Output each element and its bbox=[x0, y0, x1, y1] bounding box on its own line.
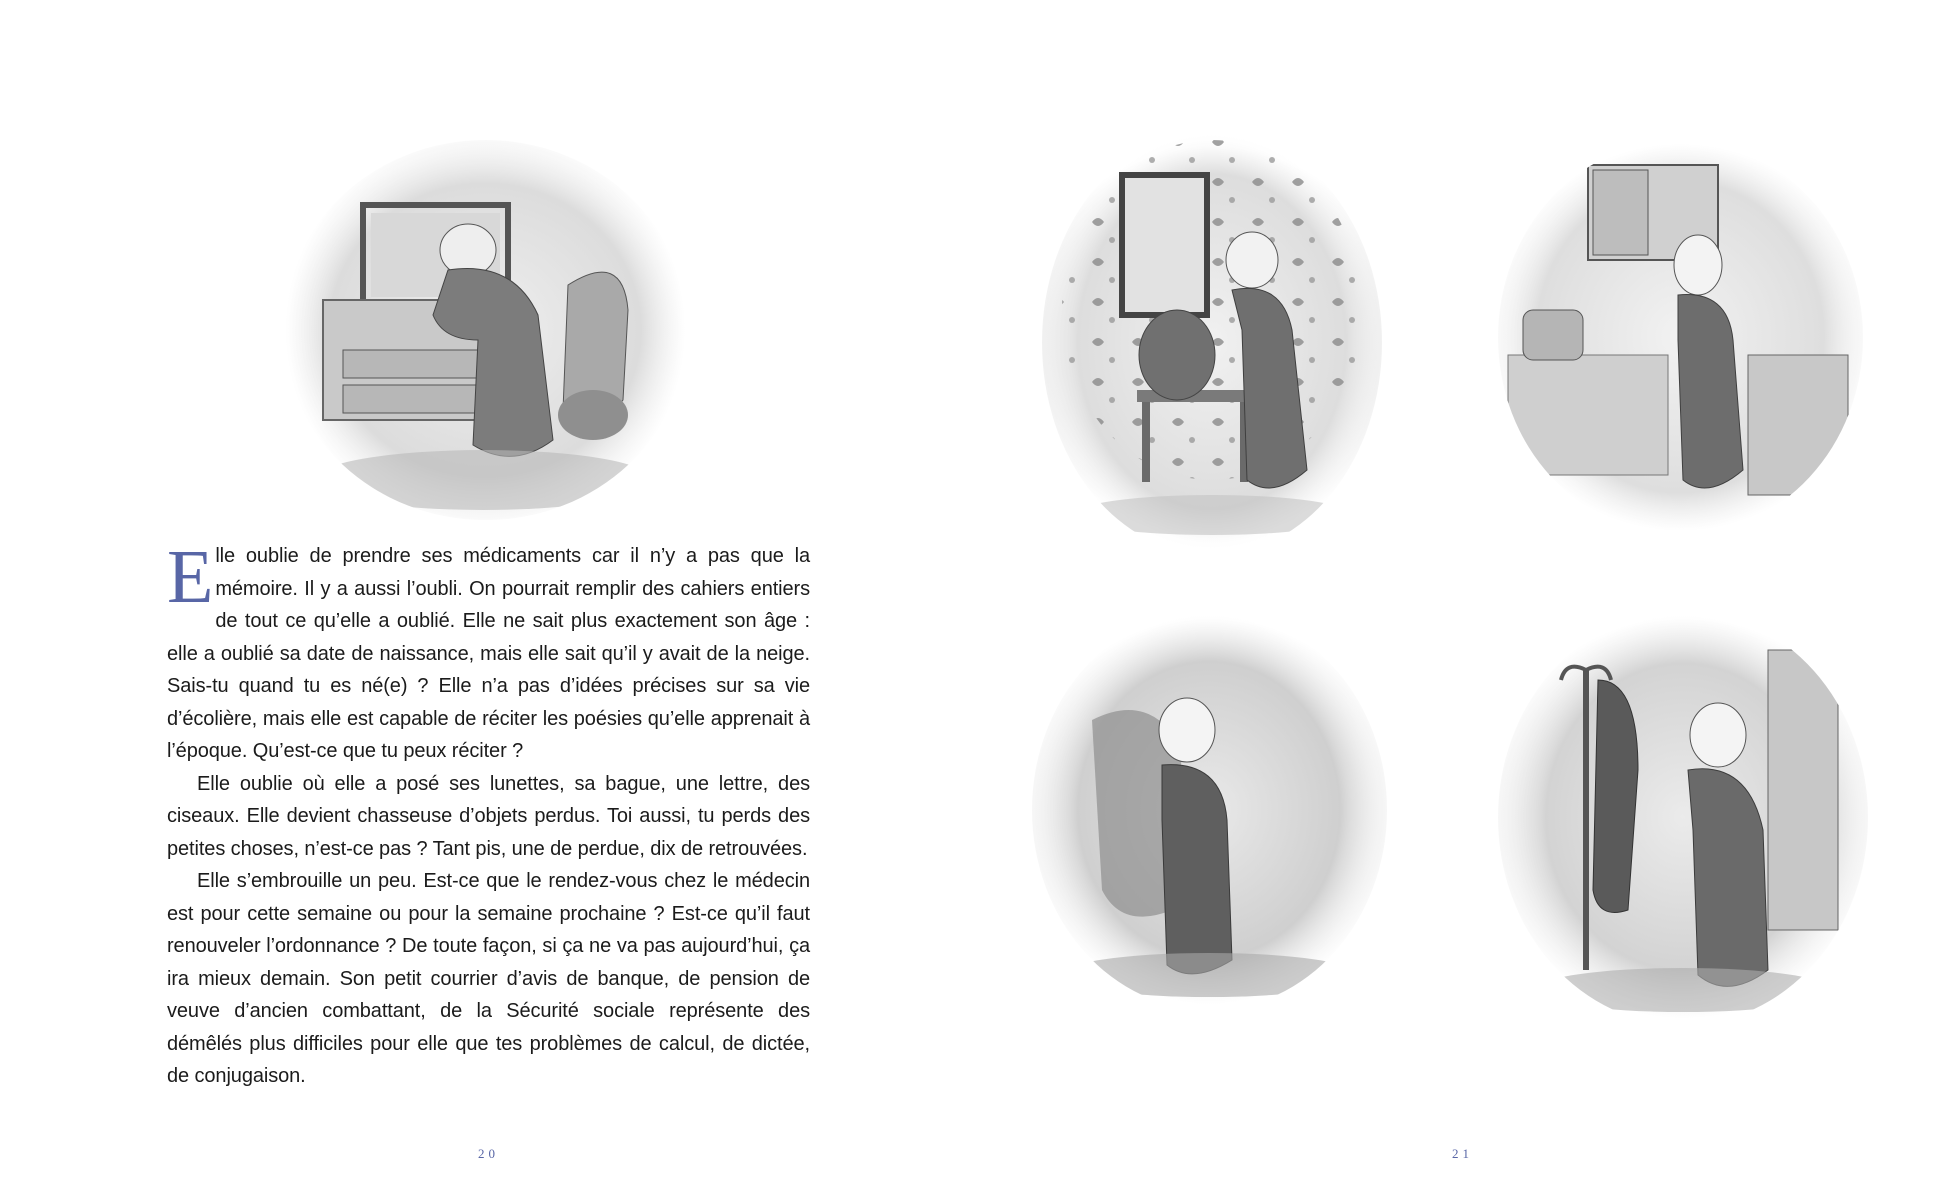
illustration-woman-with-vase-icon bbox=[1042, 130, 1382, 555]
body-text bbox=[167, 535, 810, 1093]
right-page bbox=[970, 0, 1940, 1200]
paragraph-3: Elle s’embrouille un peu. Est-ce que le rendez-vous chez le médecin est pour cette semaine ou pour la semaine prochaine ? Est-ce qu’il faut renouveler l’ordonnance ? De toute façon, si ça ne va pas aujourd’hui, ça ira mieux demain. Son petit courrier d’avis de banque, de pension de veuve d’ancien combattant, de la Sécurité sociale représente des démêlés plus difficiles pour elle que tes problèmes de calcul, de dictée, de conjugaison. bbox=[167, 870, 810, 1087]
paragraph-1-text: lle oublie de prendre ses médicaments car il n’y a pas que la mémoire. Il y a aussi l’oubli. On pourrait remplir des cahiers entiers de tout ce qu’elle a oublié. Elle ne sait plus exactement son âge : elle a oublié sa date de naissance, mais elle sait qu’il y avait de la neige. Sais-tu quand tu es né(e) ? Elle n’a pas d’idées précises sur sa vie d’écolière, mais elle est capable de réciter les poésies qu’elle apprenait à l’époque. Qu’est-ce que tu peux réciter ? bbox=[167, 545, 810, 762]
paragraph-2: Elle oublie où elle a posé ses lunettes, sa bague, une lettre, des ciseaux. Elle devient chasseuse d’objets perdus. Toi aussi, tu perds des petites choses, n’est-ce pas ? Tant pis, une de perdue, dix de retrouvées. bbox=[167, 772, 810, 860]
page-number-right: 21 bbox=[1452, 1146, 1473, 1161]
paragraph-1 bbox=[167, 535, 810, 768]
illustration-woman-at-dresser-icon bbox=[283, 140, 688, 520]
drop-cap: E bbox=[167, 535, 214, 619]
page-number-left: 20 bbox=[478, 1146, 499, 1161]
illustration-woman-at-cupboard-icon bbox=[1498, 140, 1863, 535]
illustration-woman-at-coatrack-icon bbox=[1498, 610, 1868, 1025]
illustration-woman-thinking-icon bbox=[1032, 610, 1387, 1010]
